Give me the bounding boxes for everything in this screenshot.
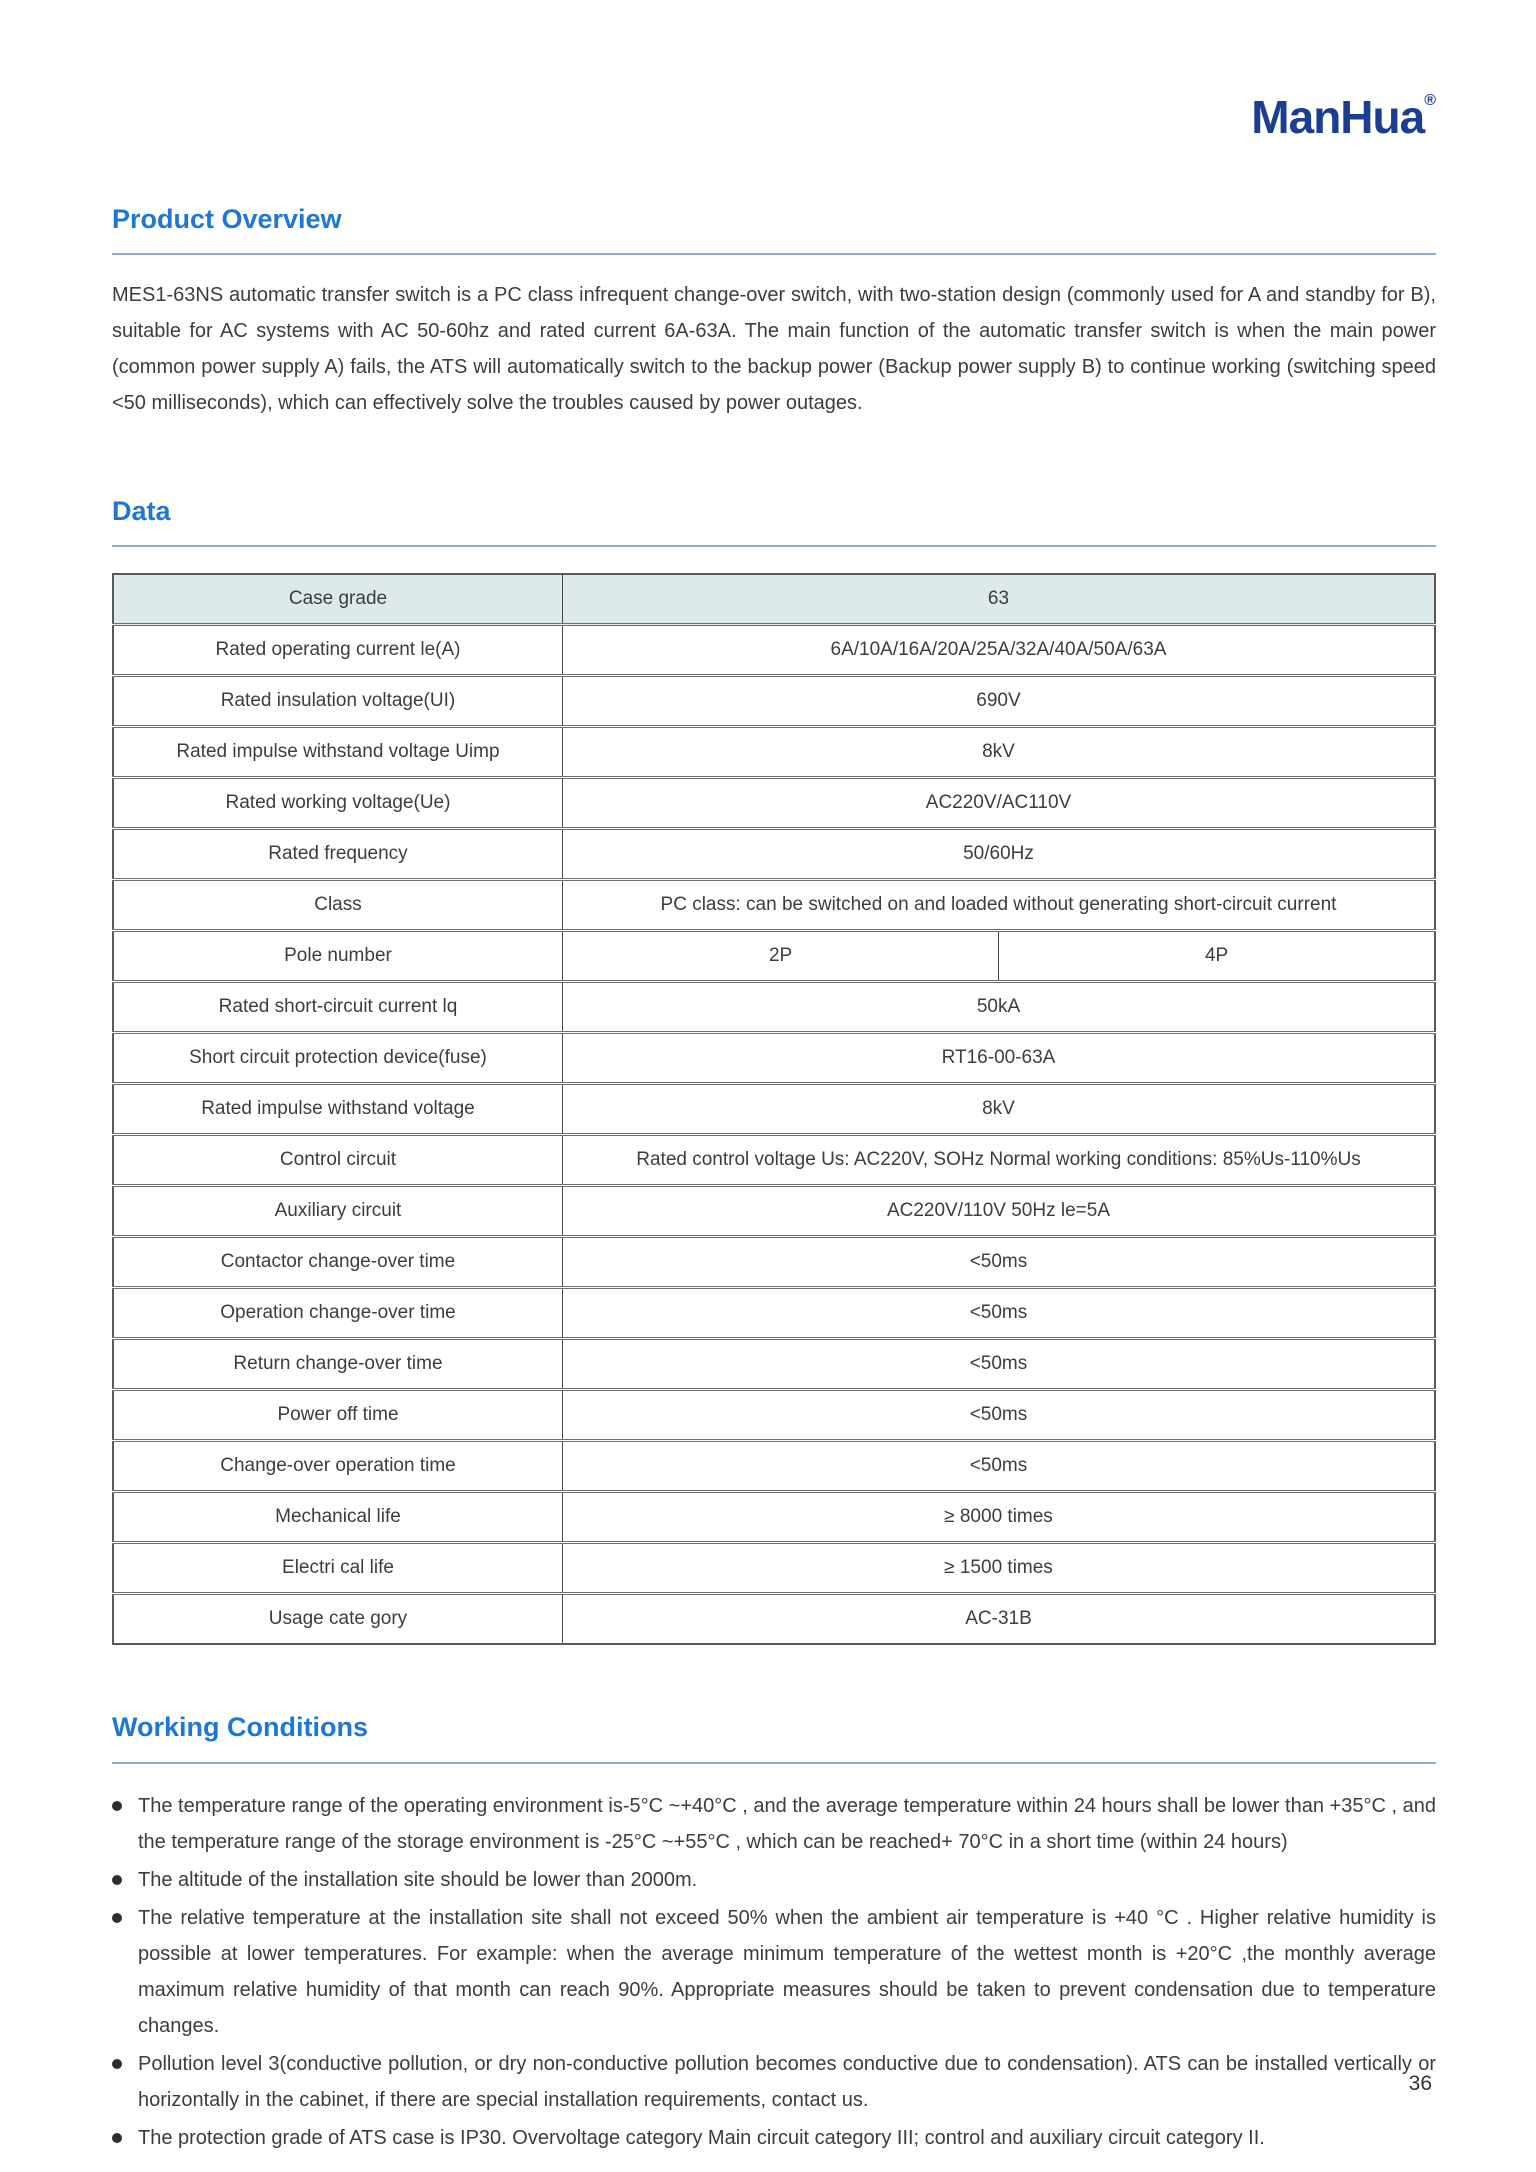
row-label-cell: Operation change-over time	[113, 1288, 562, 1339]
row-label-cell: Mechanical life	[113, 1492, 562, 1543]
row-label-cell: Return change-over time	[113, 1339, 562, 1390]
list-item-text: The altitude of the installation site should be lower than 2000m.	[138, 1868, 698, 1891]
row-value-cell: 4P	[999, 931, 1435, 982]
section-title-product-overview: Product Overview	[112, 203, 1436, 255]
table-row	[113, 1390, 1435, 1441]
row-label-cell: Rated insulation voltage(UI)	[113, 676, 562, 727]
row-value-cell: 690V	[562, 676, 1435, 727]
row-value-cell: 2P	[562, 931, 998, 982]
table-row	[113, 1339, 1435, 1390]
row-value-cell: AC220V/110V 50Hz le=5A	[562, 1186, 1435, 1237]
row-label-cell: Rated impulse withstand voltage	[113, 1084, 562, 1135]
table-row	[113, 1033, 1435, 1084]
row-value-cell: 50/60Hz	[562, 829, 1435, 880]
row-value-cell: <50ms	[562, 1237, 1435, 1288]
row-value-cell: 8kV	[562, 727, 1435, 778]
row-value-cell: <50ms	[562, 1390, 1435, 1441]
row-label-cell: Control circuit	[113, 1135, 562, 1186]
row-label-cell: Rated short-circuit current lq	[113, 982, 562, 1033]
row-label-cell: Contactor change-over time	[113, 1237, 562, 1288]
spec-table	[112, 573, 1436, 1645]
row-label-cell: Usage cate gory	[113, 1594, 562, 1645]
list-item-text: The protection grade of ATS case is IP30. Overvoltage category Main circuit category III; control and auxiliary circuit category II.	[138, 2126, 1265, 2149]
table-row	[113, 1135, 1435, 1186]
overview-paragraph: MES1-63NS automatic transfer switch is a PC class infrequent change-over switch, with two-station design (commonly used for A and standby for B), suitable for AC systems with AC 50-60hz and rated current 6A-63A. The main function of the automatic transfer switch is when the main power (common power supply A) fails, the ATS will automatically switch to the backup power (Backup power supply B) to continue working (switching speed <50 milliseconds), which can effectively solve the troubles caused by power outages.	[112, 283, 1436, 414]
registered-mark: ®	[1424, 92, 1436, 109]
table-row	[113, 1237, 1435, 1288]
row-value-cell: <50ms	[562, 1339, 1435, 1390]
table-row	[113, 1492, 1435, 1543]
list-item	[112, 2120, 1436, 2156]
row-label-cell: Rated working voltage(Ue)	[113, 778, 562, 829]
list-item-text: The temperature range of the operating environment is-5°C ~+40°C , and the average temperature within 24 hours shall be lower than +35°C , and the temperature range of the storage environment is -25°C ~+55°C , which can be reached+ 70°C in a short time (within 24 hours)	[138, 1794, 1436, 1853]
table-row	[113, 829, 1435, 880]
table-row	[113, 1186, 1435, 1237]
row-value-cell: RT16-00-63A	[562, 1033, 1435, 1084]
row-value-cell: <50ms	[562, 1441, 1435, 1492]
bullet-icon	[112, 1913, 122, 1923]
table-row	[113, 727, 1435, 778]
row-value-cell: Rated control voltage Us: AC220V, SOHz Normal working conditions: 85%Us-110%Us	[562, 1135, 1435, 1186]
bullet-icon	[112, 1801, 122, 1811]
row-label-cell: Electri cal life	[113, 1543, 562, 1594]
row-value-cell: 6A/10A/16A/20A/25A/32A/40A/50A/63A	[562, 625, 1435, 676]
table-row	[113, 574, 1435, 625]
row-label-cell: Power off time	[113, 1390, 562, 1441]
row-label-cell: Pole number	[113, 931, 562, 982]
row-value-cell: ≥ 8000 times	[562, 1492, 1435, 1543]
row-value-cell: 8kV	[562, 1084, 1435, 1135]
working-conditions-list	[112, 1788, 1436, 2156]
row-value-cell: AC220V/AC110V	[562, 778, 1435, 829]
table-row	[113, 1441, 1435, 1492]
list-item-text: The relative temperature at the installation site shall not exceed 50% when the ambient air temperature is +40 °C . Higher relative humidity is possible at lower temperatures. For example: when the average minimum temperature of the wettest month is +20°C ,the monthly average maximum relative humidity of that month can reach 90%. Appropriate measures should be taken to prevent condensation due to temperature changes.	[138, 1906, 1436, 2037]
row-value-cell: AC-31B	[965, 1608, 1032, 1630]
bullet-icon	[112, 1875, 122, 1885]
manhua-logo	[1251, 92, 1436, 143]
row-value-cell: ≥ 1500 times	[562, 1543, 1435, 1594]
list-item	[112, 1862, 1436, 1898]
row-label-cell: Rated operating current le(A)	[113, 625, 562, 676]
list-item	[112, 1900, 1436, 2044]
section-title-data: Data	[112, 495, 1436, 547]
row-label-cell: Rated impulse withstand voltage Uimp	[113, 727, 562, 778]
list-item	[112, 2046, 1436, 2118]
table-row	[113, 880, 1435, 931]
row-label-cell: Case grade	[113, 574, 562, 625]
table-row	[113, 931, 1435, 982]
manhua-logo-text: ManHua	[1251, 91, 1425, 143]
logo-row	[112, 0, 1436, 143]
list-item-text: Pollution level 3(conductive pollution, or dry non-conductive pollution becomes conductive due to condensation). ATS can be installed vertically or horizontally in the cabinet, if there are special installation requirements, contact us.	[138, 2052, 1436, 2111]
section-title-working-conditions: Working Conditions	[112, 1711, 1436, 1763]
table-row	[113, 1543, 1435, 1594]
row-label-cell: Change-over operation time	[113, 1441, 562, 1492]
table-row	[113, 778, 1435, 829]
table-row	[113, 1594, 1435, 1645]
table-row	[113, 1084, 1435, 1135]
bullet-icon	[112, 2059, 122, 2069]
table-row	[113, 982, 1435, 1033]
page-number: 36	[1408, 2072, 1432, 2095]
row-value-cell: 63	[562, 574, 1435, 625]
list-item	[112, 1788, 1436, 1860]
row-value-cell: <50ms	[562, 1288, 1435, 1339]
row-label-cell: Auxiliary circuit	[113, 1186, 562, 1237]
table-row	[113, 625, 1435, 676]
row-value-cell: 50kA	[562, 982, 1435, 1033]
table-row	[113, 1288, 1435, 1339]
bullet-icon	[112, 2133, 122, 2143]
spec-table-body	[113, 574, 1435, 1644]
table-row	[113, 676, 1435, 727]
row-value-cell: PC class: can be switched on and loaded without generating short-circuit current	[562, 880, 1435, 931]
row-label-cell: Class	[113, 880, 562, 931]
row-label-cell: Short circuit protection device(fuse)	[113, 1033, 562, 1084]
row-label-cell: Rated frequency	[113, 829, 562, 880]
